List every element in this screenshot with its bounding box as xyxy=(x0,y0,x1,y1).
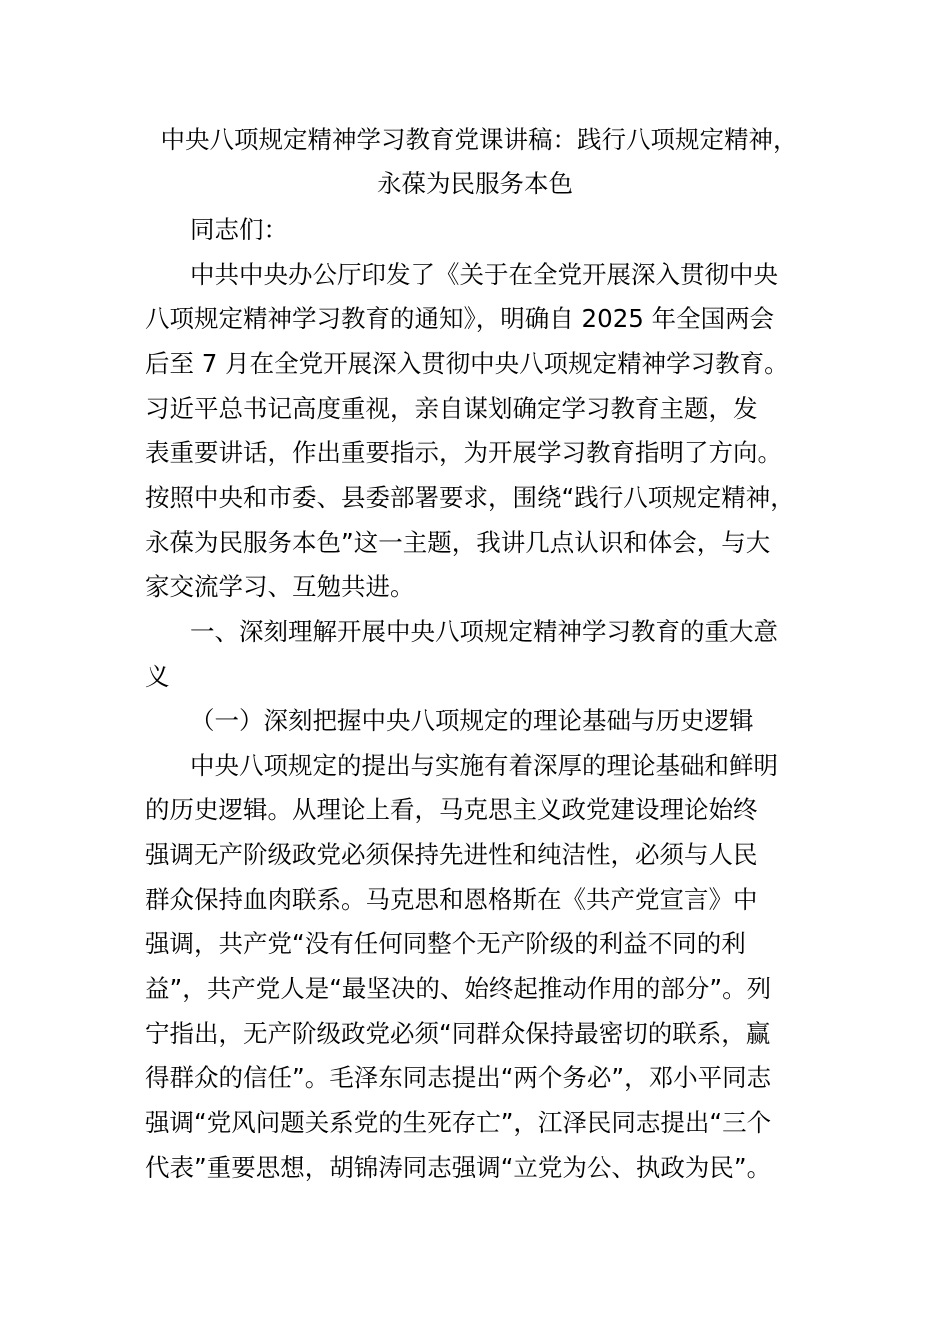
document-title-line-1: 中央八项规定精神学习教育党课讲稿：践行八项规定精神， xyxy=(160,125,798,154)
body-text-line: 强调无产阶级政党必须保持先进性和纯洁性，必须与人民 xyxy=(145,840,758,870)
body-text-line: 得群众的信任”。毛泽东同志提出“两个务必”，邓小平同志 xyxy=(145,1063,772,1093)
body-text-line: 中央八项规定的提出与实施有着深厚的理论基础和鲜明 xyxy=(190,750,778,780)
body-text-line: 八项规定精神学习教育的通知》，明确自 2025 年全国两会 xyxy=(145,304,775,334)
body-text-line: 永葆为民服务本色”这一主题，我讲几点认识和体会，与大 xyxy=(145,527,771,557)
body-text-line: 代表”重要思想，胡锦涛同志强调“立党为公、执政为民”。 xyxy=(145,1152,772,1182)
body-text-line: 强调“党风问题关系党的生死存亡”，江泽民同志提出“三个 xyxy=(145,1108,772,1137)
body-text-line: 习近平总书记高度重视，亲自谋划确定学习教育主题，发 xyxy=(145,393,758,423)
document-title-line-2: 永葆为民服务本色 xyxy=(377,169,573,198)
body-text-line: 群众保持血肉联系。马克思和恩格斯在《共产党宣言》中 xyxy=(145,884,758,914)
body-text-line: 义 xyxy=(145,661,170,691)
body-text-line: 的历史逻辑。从理论上看，马克思主义政党建设理论始终 xyxy=(145,795,758,825)
body-text-line: 后至 7 月在全党开展深入贯彻中央八项规定精神学习教育。 xyxy=(145,348,789,378)
body-text-line: 强调，共产党“没有任何同整个无产阶级的利益不同的利 xyxy=(145,929,746,959)
body-text-line: 宁指出，无产阶级政党必须“同群众保持最密切的联系，赢 xyxy=(145,1018,771,1048)
body-text-line: 中共中央办公厅印发了《关于在全党开展深入贯彻中央 xyxy=(190,259,778,289)
body-text-line: （一）深刻把握中央八项规定的理论基础与历史逻辑 xyxy=(190,706,754,736)
body-text-line: 同志们： xyxy=(190,215,288,244)
body-text-line: 益”，共产党人是“最坚决的、始终起推动作用的部分”。列 xyxy=(145,974,772,1004)
body-text-line: 表重要讲话，作出重要指示，为开展学习教育指明了方向。 xyxy=(145,438,782,468)
body-text-line: 一、深刻理解开展中央八项规定精神学习教育的重大意 xyxy=(190,616,778,646)
body-text-line: 按照中央和市委、县委部署要求，围绕“践行八项规定精神， xyxy=(145,482,795,512)
body-text-line: 家交流学习、互勉共进。 xyxy=(145,572,415,602)
